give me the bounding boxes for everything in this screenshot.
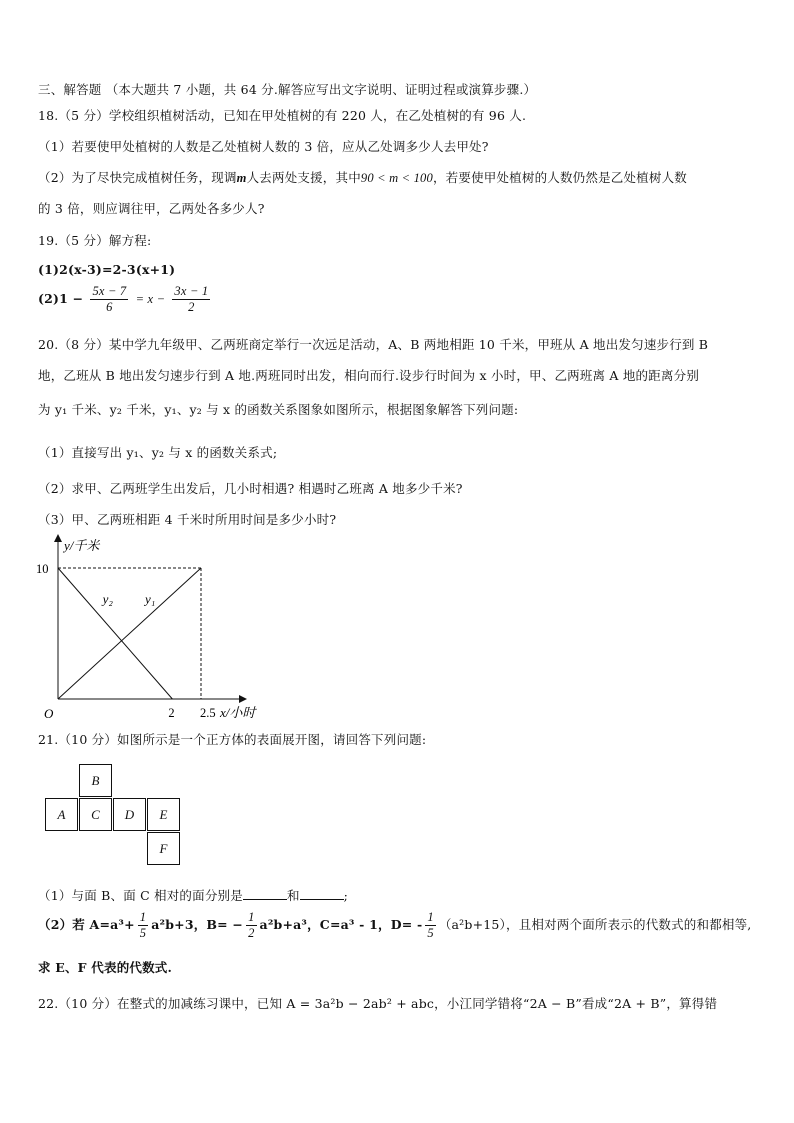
q20-line1: 20.（8 分）某中学九年级甲、乙两班商定举行一次远足活动，A、B 两地相距 10 千米，甲班从 A 地出发匀速步行到 B: [38, 337, 709, 352]
section-header: [38, 80, 536, 98]
frac2-num: 3x − 1: [174, 284, 209, 298]
q21-frac1-num: 1: [139, 910, 147, 924]
frac2-den: 2: [188, 300, 195, 314]
q21-part2-c: a²b+a³，C=a³ - 1，D= -: [259, 917, 423, 932]
series-line-2: [58, 568, 172, 699]
q20-part3: （3）甲、乙两班相距 4 千米时所用时间是多少小时?: [38, 512, 337, 527]
q19-eq2-frac2: [172, 284, 210, 315]
q21-part2-b: a²b+3，B= −: [151, 917, 244, 932]
q21-part1-a: （1）与面 B、面 C 相对的面分别是: [38, 888, 243, 903]
function-graph: [30, 530, 290, 730]
answer-blank-1[interactable]: [243, 887, 287, 900]
q21-part2-cont: 求 E、F 代表的代数式.: [38, 960, 173, 975]
q21-frac1: [138, 910, 148, 941]
q20-part2: （2）求甲、乙两班学生出发后，几小时相遇? 相遇时乙班离 A 地多少千米?: [38, 481, 463, 496]
q20-part1: （1）直接写出 y₁、y₂ 与 x 的函数关系式;: [38, 445, 278, 460]
q19-head: 19.（5 分）解方程:: [38, 233, 152, 248]
q19-eq2-frac1: [90, 284, 128, 315]
answer-blank-2[interactable]: [300, 887, 344, 900]
series-line-1: [58, 568, 201, 699]
q18-part2-c: ，若要使甲处植树的人数仍然是乙处植树人数: [432, 170, 687, 185]
q18-head: 18.（5 分）学校组织植树活动，已知在甲处植树的有 220 人，在乙处植树的有 96 人.: [38, 108, 527, 123]
x-tick-label-2: 2: [168, 706, 175, 720]
q21-head: 21.（10 分）如图所示是一个正方体的表面展开图，请回答下列问题:: [38, 732, 427, 747]
q21-frac3-num: 1: [427, 910, 434, 924]
face-e: E: [147, 798, 180, 831]
x-tick-label-2-5: 2.5: [200, 706, 216, 720]
q18-inequality: 90 < m < 100: [360, 171, 433, 185]
q22-line1: 22.（10 分）在整式的加减练习课中，已知 A = 3a²b − 2ab² + abc，小江同学错将“2A − B”看成“2A + B”，算得错: [38, 996, 718, 1011]
series-label-1: y₁: [144, 591, 156, 607]
q18-part2: [38, 168, 687, 186]
q20-line3: 为 y₁ 千米、y₂ 千米，y₁、y₂ 与 x 的函数关系图象如图所示，根据图象解答下列问题:: [38, 402, 519, 417]
q20-line2: 地，乙班从 B 地出发匀速步行到 A 地.两班同时出发，相向而行.设步行时间为 x 小时，甲、乙两班离 A 地的距离分别: [38, 368, 700, 383]
q18-var-m: m: [236, 171, 247, 185]
section-note: （本大题共 7 小题，共 64 分.解答应写出文字说明、证明过程或演算步骤.）: [105, 82, 537, 97]
y-tick-label-10: 10: [36, 562, 49, 576]
q21-part1-c: ;: [343, 888, 349, 903]
face-a: A: [45, 798, 78, 831]
frac1-den: 6: [106, 300, 113, 314]
cube-net: [45, 764, 185, 866]
face-d: D: [113, 798, 146, 831]
q21-part2: [38, 910, 751, 941]
q18-part2-a: （2）为了尽快完成植树任务，现调: [38, 170, 237, 185]
q18-part1: （1）若要使甲处植树的人数是乙处植树人数的 3 倍，应从乙处调多少人去甲处?: [38, 139, 489, 154]
q19-eq1: (1)2(x-3)=2-3(x+1): [38, 262, 176, 277]
q18-part2-b: 人去两处支援，其中: [246, 170, 361, 185]
face-c: C: [79, 798, 112, 831]
q21-frac2-den: 2: [248, 926, 255, 940]
y-axis-label: y/千米: [64, 538, 100, 553]
series-label-2: y₂: [102, 591, 113, 607]
q21-frac3: [425, 910, 435, 941]
q19-eq2-lead: (2)1 −: [38, 291, 84, 306]
q21-frac3-den: 5: [427, 926, 434, 940]
section-title: 三、解答题: [38, 82, 102, 97]
q21-part2-a: （2）若 A=a³+: [38, 917, 135, 932]
frac1-num: 5x − 7: [92, 284, 127, 298]
q21-frac1-den: 5: [139, 926, 147, 940]
face-b: B: [79, 764, 112, 797]
q18-part2-cont: 的 3 倍，则应调往甲，乙两处各多少人?: [38, 201, 265, 216]
q21-frac2: [246, 910, 256, 941]
origin-label: O: [44, 706, 54, 721]
q21-part2-d: （a²b+15），且相对两个面所表示的代数式的和都相等,: [438, 917, 752, 932]
q21-part1: [38, 886, 348, 904]
q19-eq2-mid: = x −: [135, 292, 166, 306]
x-axis-label: x/小时: [220, 705, 256, 720]
q21-part1-b: 和: [286, 888, 300, 903]
face-f: F: [147, 832, 180, 865]
q19-eq2: [38, 284, 213, 315]
q21-frac2-num: 1: [248, 910, 255, 924]
